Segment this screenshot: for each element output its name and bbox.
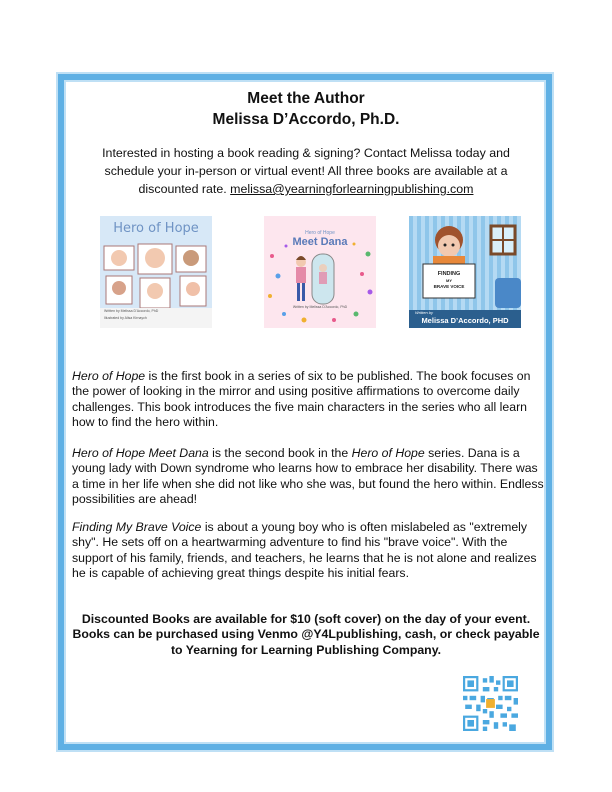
discount-notice: Discounted Books are available for $10 (soft cover) on the day of your event. Books can be purchased using Venmo @Y4Lpublishing, cash, or check payable to Yearning for Learning Publishing Company. [72,612,540,657]
book2-text-b: series. Dana is a young lady with Down syndrome who learns how to embrace her disability. There was a time in her life when she did not like who she was, but found the hero within. Endless possibilities are ahead! [72,446,544,507]
book2-title: Hero of Hope Meet Dana [72,446,209,460]
book-cover-meet-dana [264,216,376,328]
email-link[interactable]: melissa@yearningforlearningpublishing.com [230,182,474,196]
cover2-series: Hero of Hope [305,230,335,236]
book1-description [72,369,544,431]
cover3-title-1: FINDING [437,271,461,277]
cover1-credit-illustrator: Illustrated by Alisa Kirnaych [104,316,147,320]
book2-series: Hero of Hope [351,446,425,460]
cover2-title: Meet Dana [292,236,348,248]
book2-description [72,446,544,508]
cover3-author: Melissa D’Accordo, PHD [421,316,509,325]
cover2-credit: Written by Melissa D'Accordo, PhD [292,305,348,309]
intro-body: Interested in hosting a book reading & signing? Contact Melissa today and schedule your in-person or virtual event! All three books are available at a discounted rate. [102,146,510,196]
book-cover-hero-of-hope [100,216,212,328]
page-title: Meet the Author [247,90,365,107]
author-name: Melissa D’Accordo, Ph.D. [212,111,400,128]
cover3-signature: Written by [415,310,434,315]
book1-text: is the first book in a series of six to be published. The book focuses on the power of looking in the mirror and using positive affirmations to overcome daily challenges. This book introduces the five main characters in the series who all learn how to find the hero within. [72,369,531,430]
intro-text [82,144,530,198]
cover3-title-3: BRAVE VOICE [433,284,465,289]
book1-title: Hero of Hope [72,369,146,383]
book3-text: is about a young boy who is often mislabeled as "extremely shy". He sets off on a heartwarming adventure to find his "brave voice". With the support of his family, friends, and teachers, he learns that he is not alone and realizes he is capable of achieving great things despite his initial fears. [72,520,537,581]
qr-code-icon[interactable] [463,676,518,731]
cover1-credit-author: Written by Melissa D'Accordo, PhD [104,309,159,313]
book-cover-finding-my-brave-voice [409,216,521,328]
cover1-title: Hero of Hope [113,221,199,236]
cover3-title-2: MY [446,278,452,283]
book3-title: Finding My Brave Voice [72,520,202,534]
book3-description [72,520,544,582]
book2-text-a: is the second book in the [208,446,352,460]
